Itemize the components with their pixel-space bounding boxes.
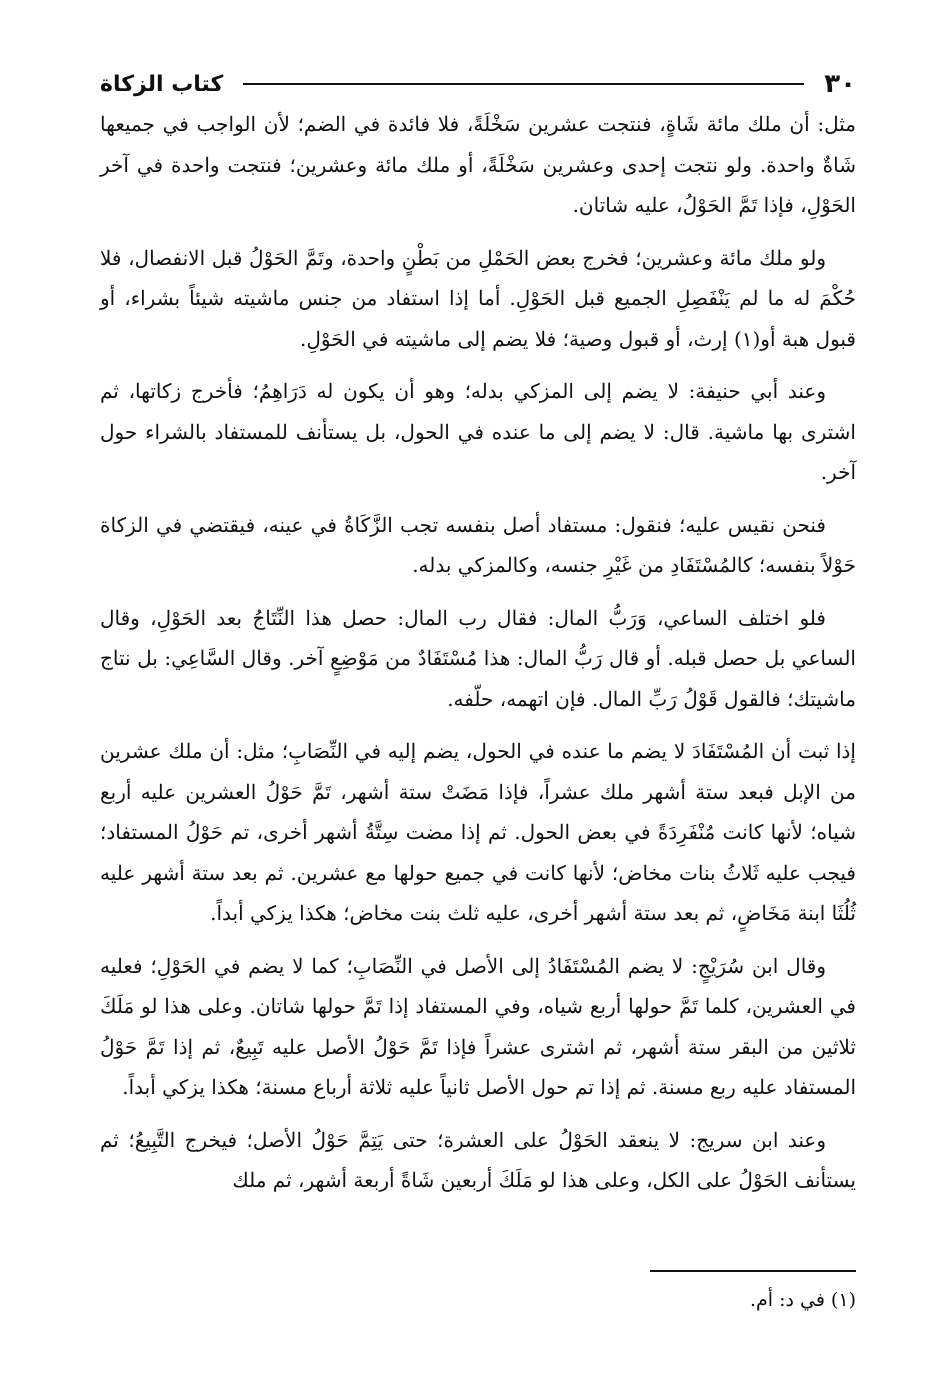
running-header [100,64,856,104]
paragraph: إذا ثبت أن المُسْتَفَادَ لا يضم ما عنده في الحول، يضم إليه في النِّصَابِ؛ مثل: أن ملك عشرين من الإبل فبعد ستة أشهر ملك عشراً، فإذا مَضَتْ ستة أشهر، تَمَّ حَوْلُ العشرين عليه أربع شياه؛ لأنها كانت مُنْفَرِدَةً في بعض الحول. ثم إذا مضت سِتَّةُ أشهر أخرى، تم حَوْلُ المستفاد؛ فيجب عليه ثَلاثُ بنات مخاض؛ لأنها كانت في جميع حولها مع عشرين. ثم بعد ستة أشهر عليه ثُلُثَا ابنة مَخَاضٍ، ثم بعد ستة أشهر أخرى، عليه ثلث بنت مخاض؛ هكذا يزكي أبداً. [100,739,856,925]
paragraph: فلو اختلف الساعي، وَرَبُّ المال: فقال رب المال: حصل هذا النِّتَاجُ بعد الحَوْلِ، وقال الساعي بل حصل قبله. أو قال رَبُّ المال: هذا مُسْتَفَادٌ من مَوْضِعٍ آخر. وقال السَّاعِي: بل نتاج ماشيتك؛ فالقول قَوْلُ رَبِّ المال. فإن اتهمه، حلّفه. [100,605,856,711]
page-number: ٣٠ [824,69,856,99]
paragraph: مثل: أن ملك مائة شَاةٍ، فنتجت عشرين سَخْلَةً، فلا فائدة في الضم؛ لأن الواجب في جميعها شَاةٌ واحدة. ولو نتجت إحدى وعشرين سَخْلَةً، أو ملك مائة وعشرين؛ فنتجت واحدة في آخر الحَوْلِ، فإذا تَمَّ الحَوْلُ، عليه شاتان. [100,112,856,217]
paragraph: وعند ابن سريج: لا ينعقد الحَوْلُ على العشرة؛ حتى يَتِمَّ حَوْلُ الأصل؛ فيخرج التَّبِيعُ؛ ثم يستأنف الحَوْلُ على الكل، وعلى هذا لو مَلَكَ أربعين شَاةً أربعة أشهر، ثم ملك [100,1127,856,1192]
footnote-rule [650,1270,856,1272]
paragraph: وعند أبي حنيفة: لا يضم إلى المزكي بدله؛ وهو أن يكون له دَرَاهِمُ؛ فأخرج زكاتها، ثم اشترى بها ماشية. قال: لا يضم إلى ما عنده في الحول، بل يستأنف للمستفاد بالشراء حول آخر. [100,379,856,484]
paragraph: وقال ابن سُرَيْجٍ: لا يضم المُسْتَفَادُ إلى الأصل في النِّصَابِ؛ كما لا يضم في الحَوْلِ؛ فعليه في العشرين، كلما تَمَّ حولها أربع شياه، وفي المستفاد إذا تَمَّ حولها شاتان. وعلى هذا لو مَلَكَ ثلاثين من البقر ستة أشهر، ثم اشترى عشراً فإذا تَمَّ حَوْلُ الأصل عليه تَبِيعٌ، ثم إذا تَمَّ حَوْلُ المستفاد عليه ربع مسنة. ثم إذا تم حول الأصل ثانياً عليه ثلاثة أرباع مسنة؛ هكذا يزكي أبداً. [100,953,856,1099]
paragraph: ولو ملك مائة وعشرين؛ فخرج بعض الحَمْلِ من بَطْنٍ واحدة، وتَمَّ الحَوْلُ قبل الانفصال، فلا حُكْمَ له ما لم يَنْفَصِلِ الجميع قبل الحَوْلِ. أما إذا استفاد من جنس ماشيته شيئاً بشراء، أو قبول هبة أو(١) إرث، أو قبول وصية؛ فلا يضم إلى ماشيته في الحَوْلِ. [100,245,856,351]
main-text [100,104,856,1213]
book-title: كتاب الزكاة [100,71,224,97]
header-rule [243,83,804,85]
paragraph: فنحن نقيس عليه؛ فنقول: مستفاد أصل بنفسه تجب الزَّكَاةُ في عينه، فيقتضي في الزكاة حَوْلاً بنفسه؛ كالمُسْتَفَادِ من غَيْرِ جنسه، وكالمزكي بدله. [100,512,856,577]
footnote: (١) في د: أم. [749,1289,856,1311]
